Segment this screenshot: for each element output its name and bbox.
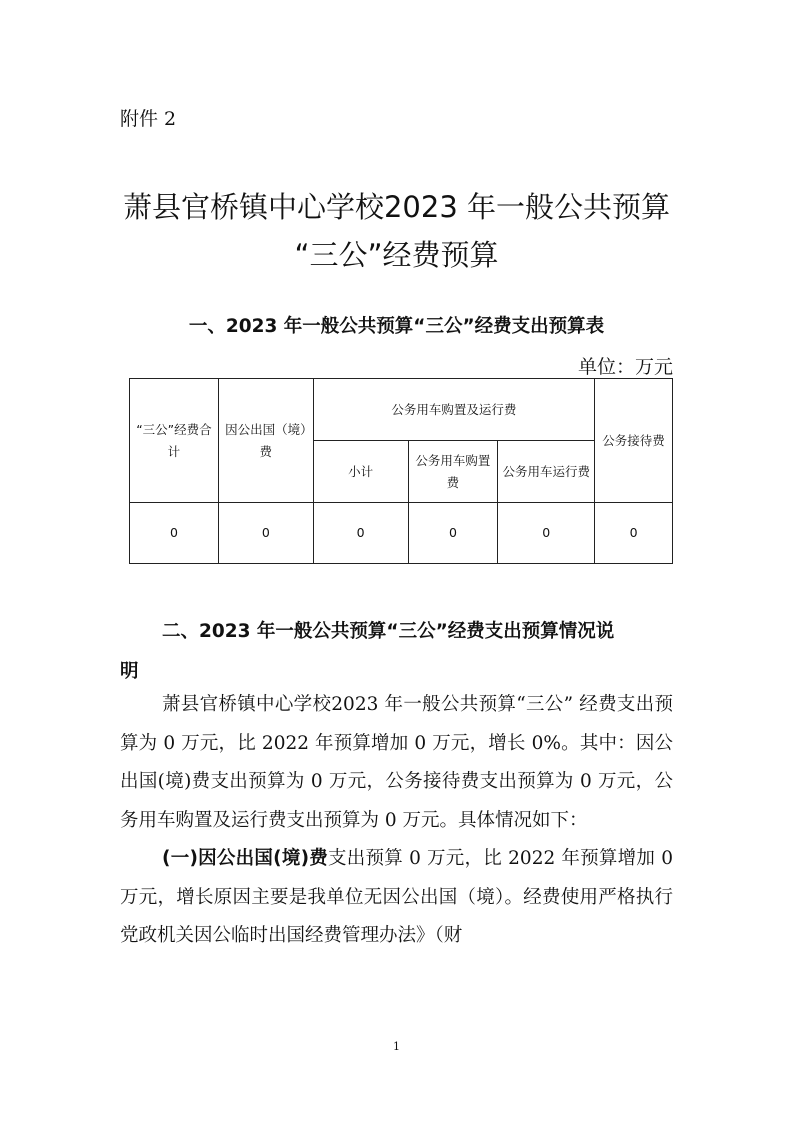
header-vehicle-group: 公务用车购置及运行费 — [313, 379, 594, 441]
paragraph-item1 — [120, 840, 673, 956]
cell-abroad: 0 — [218, 503, 313, 564]
table-row — [130, 503, 673, 564]
cell-vehicle-purchase: 0 — [408, 503, 498, 564]
header-abroad: 因公出国（境）费 — [218, 379, 313, 503]
item1-label: (一)因公出国(境)费 — [162, 848, 329, 869]
cell-subtotal: 0 — [313, 503, 408, 564]
section2-heading-line1: 二、2023 年一般公共预算“三公”经费支出预算情况说 — [162, 621, 615, 642]
header-reception: 公务接待费 — [595, 379, 673, 503]
header-subtotal: 小计 — [313, 441, 408, 503]
section2-heading-line2: 明 — [120, 661, 139, 682]
attachment-label: 附件 2 — [120, 108, 177, 130]
cell-total: 0 — [130, 503, 219, 564]
section1-heading: 一、2023 年一般公共预算“三公”经费支出预算表 — [188, 316, 605, 337]
cell-reception: 0 — [595, 503, 673, 564]
header-vehicle-operation: 公务用车运行费 — [498, 441, 595, 503]
section2-heading — [120, 612, 673, 692]
body-text — [120, 686, 673, 956]
paragraph-summary: 萧县官桥镇中心学校2023 年一般公共预算“三公” 经费支出预算为 0 万元，比 2022 年预算增加 0 万元，增长 0%。其中：因公出国(境)费支出预算为 0 万元，公务接待费支出预算为 0 万元，公务用车购置及运行费支出预算为 0 万元。具体情况如下： — [120, 694, 673, 831]
cell-vehicle-operation: 0 — [498, 503, 595, 564]
header-vehicle-purchase: 公务用车购置费 — [408, 441, 498, 503]
title-line-2: “三公”经费预算 — [294, 238, 499, 272]
budget-table — [129, 378, 673, 564]
title-line-1: 萧县官桥镇中心学校2023 年一般公共预算 — [122, 190, 671, 224]
header-total: “三公”经费合计 — [130, 379, 219, 503]
item1-text: 支出预算 0 万元，比 2022 年预算增加 0 万元，增长原因主要是我单位无因公出国（境）。经费使用严格执行党政机关因公临时出国经费管理办法》（财 — [120, 848, 673, 946]
page-number: 1 — [393, 1040, 400, 1053]
page-title — [100, 183, 693, 279]
unit-label: 单位：万元 — [577, 356, 673, 378]
